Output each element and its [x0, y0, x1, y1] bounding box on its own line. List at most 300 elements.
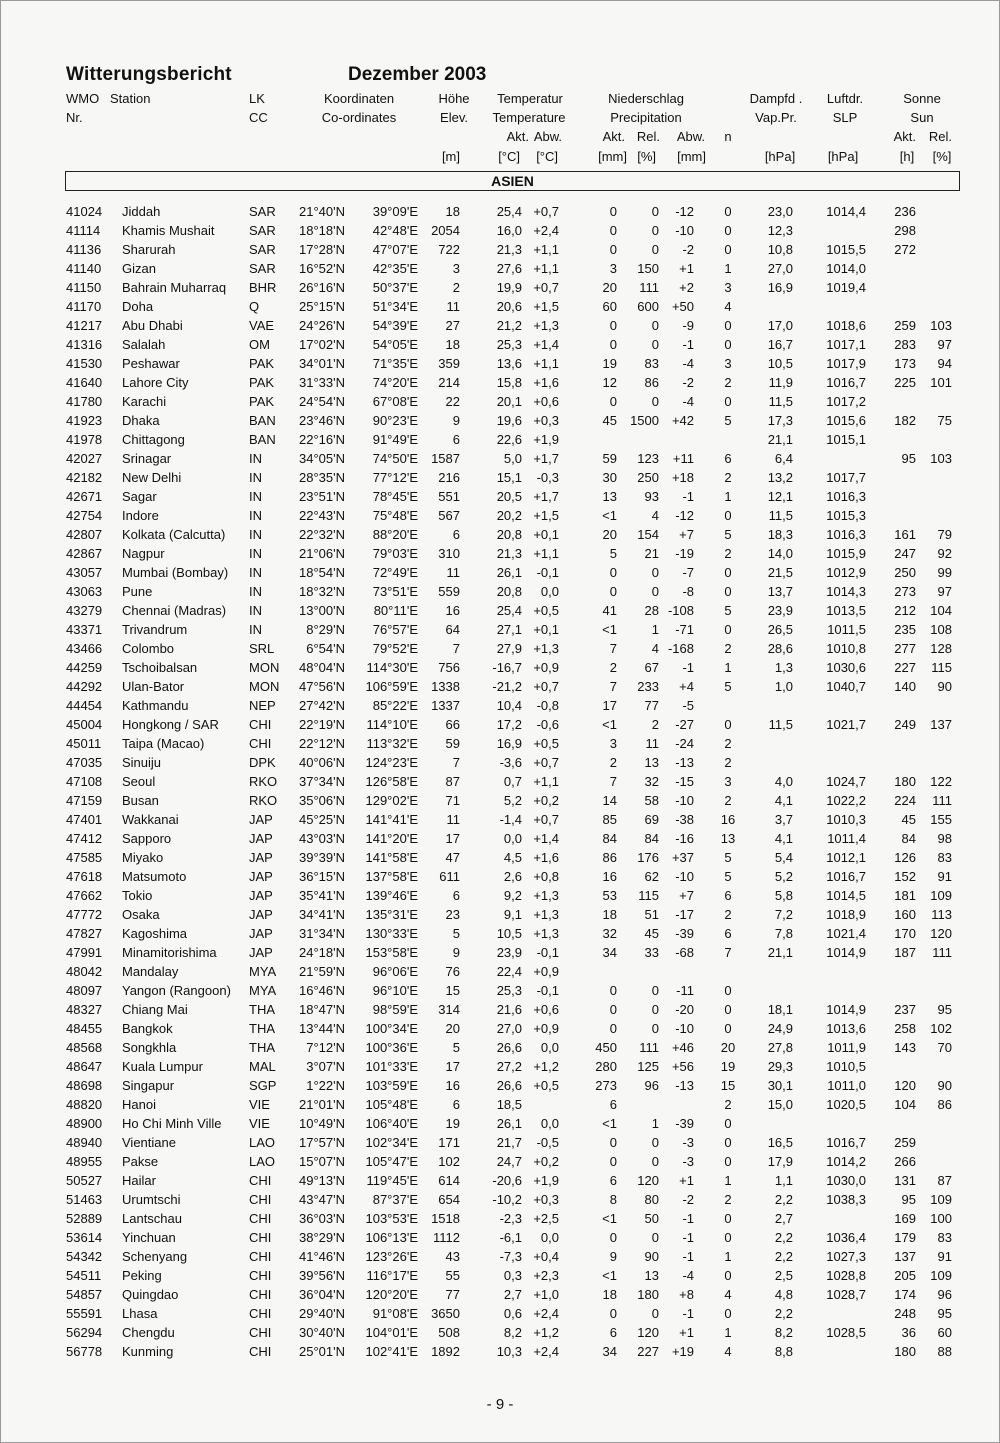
- precip-rel: 0: [651, 1021, 659, 1036]
- sun-akt: 266: [894, 1154, 916, 1169]
- vapour-pressure: 30,1: [767, 1078, 793, 1093]
- temp-abw: +0,1: [533, 527, 559, 542]
- temp-akt: 21,2: [496, 318, 522, 333]
- precip-akt: 0: [609, 565, 617, 580]
- precip-abw: -39: [675, 926, 694, 941]
- wmo-nr: 50527: [66, 1173, 103, 1188]
- precip-akt: 280: [595, 1059, 617, 1074]
- vapour-pressure: 26,5: [767, 622, 793, 637]
- precip-abw: -1: [682, 1249, 694, 1264]
- elevation: 66: [445, 717, 460, 732]
- longitude: 104°01'E: [365, 1325, 418, 1340]
- sun-akt: 250: [894, 565, 916, 580]
- precip-abw: -12: [675, 204, 694, 219]
- sea-level-pressure: 1014,9: [826, 945, 866, 960]
- station-name: Indore: [122, 508, 159, 523]
- longitude: 74°50'E: [372, 451, 418, 466]
- elevation: 20: [445, 1021, 460, 1036]
- precip-days: 3: [724, 356, 732, 371]
- elevation: 47: [445, 850, 460, 865]
- sun-akt: 180: [894, 1344, 916, 1359]
- latitude: 22°19'N: [299, 717, 345, 732]
- temp-abw: +0,7: [533, 204, 559, 219]
- latitude: 47°56'N: [299, 679, 345, 694]
- precip-rel: 0: [651, 584, 659, 599]
- precip-akt: 20: [602, 527, 617, 542]
- precip-akt: 0: [609, 584, 617, 599]
- latitude: 41°46'N: [299, 1249, 345, 1264]
- wmo-nr: 47401: [66, 812, 103, 827]
- precip-abw: -4: [682, 394, 694, 409]
- header-dampfd: Dampfd .: [749, 91, 803, 106]
- header-temp-abw: Abw.: [533, 129, 562, 144]
- page-number: - 9 -: [486, 1396, 514, 1413]
- vapour-pressure: 27,0: [767, 261, 793, 276]
- temp-abw: +1,3: [533, 926, 559, 941]
- precip-akt: 86: [602, 850, 617, 865]
- header-temperatur: Temperatur: [497, 91, 563, 106]
- precip-abw: -10: [675, 1021, 694, 1036]
- precip-abw: -13: [675, 755, 694, 770]
- station-name: Mumbai (Bombay): [122, 565, 229, 580]
- longitude: 50°37'E: [372, 280, 418, 295]
- temp-abw: -0,1: [536, 945, 559, 960]
- sea-level-pressure: 1015,1: [826, 432, 866, 447]
- country-code: IN: [249, 603, 262, 618]
- precip-abw: -7: [682, 565, 694, 580]
- sun-rel: 97: [937, 584, 952, 599]
- longitude: 88°20'E: [372, 527, 418, 542]
- table-row: [0, 278, 1000, 297]
- report-title: Witterungsbericht: [66, 64, 232, 85]
- precip-rel: 600: [637, 299, 659, 314]
- elevation: 6: [452, 1097, 460, 1112]
- vapour-pressure: 21,1: [767, 945, 793, 960]
- precip-akt: 0: [609, 1154, 617, 1169]
- latitude: 39°56'N: [299, 1268, 345, 1283]
- country-code: IN: [249, 451, 262, 466]
- sun-rel: 100: [930, 1211, 952, 1226]
- latitude: 25°15'N: [299, 299, 345, 314]
- precip-akt: <1: [602, 622, 617, 637]
- wmo-nr: 48698: [66, 1078, 103, 1093]
- header-coordinates: Co-ordinates: [321, 110, 397, 125]
- temp-akt: 21,7: [496, 1135, 522, 1150]
- precip-rel: 180: [637, 1287, 659, 1302]
- precip-akt: <1: [602, 717, 617, 732]
- precip-days: 0: [724, 394, 732, 409]
- temp-abw: -0,1: [536, 983, 559, 998]
- temp-akt: 24,7: [496, 1154, 522, 1169]
- sun-akt: 152: [894, 869, 916, 884]
- sun-rel: 97: [937, 337, 952, 352]
- precip-days: 2: [724, 470, 732, 485]
- temp-abw: +2,3: [533, 1268, 559, 1283]
- sun-akt: 126: [894, 850, 916, 865]
- temp-akt: 0,3: [503, 1268, 522, 1283]
- precip-rel: 80: [644, 1192, 659, 1207]
- longitude: 114°30'E: [366, 660, 418, 675]
- wmo-nr: 45004: [66, 717, 103, 732]
- sun-akt: 277: [894, 641, 916, 656]
- precip-rel: 2: [651, 717, 659, 732]
- wmo-nr: 41780: [66, 394, 103, 409]
- header-nr: Nr.: [66, 110, 83, 125]
- precip-abw: +4: [679, 679, 694, 694]
- temp-abw: +0,5: [533, 1078, 559, 1093]
- temp-akt: 22,4: [496, 964, 522, 979]
- wmo-nr: 48955: [66, 1154, 103, 1169]
- precip-days: 6: [724, 926, 732, 941]
- precip-abw: -4: [682, 356, 694, 371]
- sun-rel: 155: [930, 812, 952, 827]
- precip-days: 0: [724, 1002, 732, 1017]
- sea-level-pressure: 1013,6: [826, 1021, 866, 1036]
- country-code: IN: [249, 527, 262, 542]
- table-row: [0, 506, 1000, 525]
- longitude: 106°40'E: [365, 1116, 418, 1131]
- sea-level-pressure: 1017,1: [826, 337, 866, 352]
- elevation: 6: [452, 888, 460, 903]
- temp-abw: +0,7: [533, 679, 559, 694]
- sun-akt: 181: [894, 888, 916, 903]
- precip-abw: -1: [682, 337, 694, 352]
- station-name: Srinagar: [122, 451, 172, 466]
- sun-rel: 109: [930, 1268, 952, 1283]
- station-name: Nagpur: [122, 546, 165, 561]
- elevation: 9: [452, 413, 460, 428]
- country-code: CHI: [249, 1325, 272, 1340]
- table-row: [0, 981, 1000, 1000]
- vapour-pressure: 21,5: [767, 565, 793, 580]
- precip-days: 15: [720, 1078, 736, 1093]
- vapour-pressure: 18,3: [767, 527, 793, 542]
- latitude: 29°40'N: [299, 1306, 345, 1321]
- elevation: 1112: [433, 1230, 460, 1245]
- precip-days: 5: [724, 850, 732, 865]
- vapour-pressure: 23,0: [767, 204, 793, 219]
- sea-level-pressure: 1017,7: [826, 470, 866, 485]
- station-name: Pune: [122, 584, 153, 599]
- elevation: 614: [438, 1173, 460, 1188]
- precip-akt: 0: [609, 1021, 617, 1036]
- header-precip-akt: Akt.: [602, 129, 625, 144]
- precip-rel: 0: [651, 1230, 659, 1245]
- elevation: 722: [438, 242, 460, 257]
- station-name: Kolkata (Calcutta): [122, 527, 226, 542]
- sea-level-pressure: 1019,4: [826, 280, 866, 295]
- longitude: 73°51'E: [372, 584, 418, 599]
- precip-days: 2: [724, 755, 732, 770]
- elevation: 1587: [431, 451, 460, 466]
- sun-rel: 94: [937, 356, 952, 371]
- country-code: BAN: [249, 432, 276, 447]
- precip-rel: 96: [644, 1078, 659, 1093]
- wmo-nr: 44259: [66, 660, 103, 675]
- vapour-pressure: 17,3: [767, 413, 793, 428]
- sea-level-pressure: 1015,6: [826, 413, 866, 428]
- precip-abw: -24: [675, 736, 694, 751]
- table-row: [0, 411, 1000, 430]
- country-code: JAP: [249, 926, 273, 941]
- elevation: 551: [438, 489, 460, 504]
- sun-akt: 225: [894, 375, 916, 390]
- table-row: [0, 202, 1000, 221]
- precip-rel: 0: [651, 242, 659, 257]
- sun-akt: 169: [894, 1211, 916, 1226]
- latitude: 3°07'N: [306, 1059, 345, 1074]
- sea-level-pressure: 1028,8: [826, 1268, 866, 1283]
- precip-days: 2: [724, 907, 732, 922]
- precip-rel: 0: [651, 1154, 659, 1169]
- country-code: MON: [249, 660, 280, 675]
- sun-akt: 247: [894, 546, 916, 561]
- table-row: [0, 601, 1000, 620]
- wmo-nr: 47827: [66, 926, 103, 941]
- temp-akt: 5,2: [503, 793, 522, 808]
- precip-abw: +19: [671, 1344, 694, 1359]
- temp-akt: -20,6: [492, 1173, 522, 1188]
- sun-rel: 120: [930, 926, 952, 941]
- precip-akt: <1: [602, 1211, 617, 1226]
- station-name: New Delhi: [122, 470, 182, 485]
- elevation: 1518: [431, 1211, 460, 1226]
- sun-rel: 103: [930, 318, 952, 333]
- longitude: 119°45'E: [366, 1173, 418, 1188]
- table-row: [0, 943, 1000, 962]
- wmo-nr: 56294: [66, 1325, 103, 1340]
- latitude: 21°40'N: [299, 204, 345, 219]
- sun-akt: 259: [894, 1135, 916, 1150]
- vapour-pressure: 11,9: [768, 375, 793, 390]
- station-table: [0, 202, 1000, 1361]
- station-name: Minamitorishima: [122, 945, 217, 960]
- sun-rel: 88: [937, 1344, 952, 1359]
- longitude: 113°32'E: [366, 736, 418, 751]
- sun-rel: 111: [932, 945, 952, 960]
- sea-level-pressure: 1014,4: [826, 204, 866, 219]
- latitude: 24°26'N: [299, 318, 345, 333]
- sun-akt: 298: [894, 223, 916, 238]
- sea-level-pressure: 1024,7: [826, 774, 866, 789]
- longitude: 102°41'E: [365, 1344, 418, 1359]
- longitude: 42°35'E: [372, 261, 418, 276]
- sun-rel: 104: [930, 603, 952, 618]
- precip-akt: 0: [609, 1306, 617, 1321]
- vapour-pressure: 21,1: [767, 432, 793, 447]
- country-code: CHI: [249, 1249, 272, 1264]
- vapour-pressure: 15,0: [767, 1097, 793, 1112]
- wmo-nr: 41530: [66, 356, 103, 371]
- country-code: IN: [249, 489, 262, 504]
- vapour-pressure: 11,5: [768, 394, 793, 409]
- precip-days: 2: [724, 736, 732, 751]
- country-code: JAP: [249, 831, 273, 846]
- station-name: Osaka: [122, 907, 160, 922]
- header-sonne: Sonne: [903, 91, 941, 106]
- header-temp-akt: Akt.: [506, 129, 529, 144]
- wmo-nr: 47662: [66, 888, 103, 903]
- latitude: 10°49'N: [299, 1116, 345, 1131]
- vapour-pressure: 2,2: [774, 1192, 793, 1207]
- table-row: [0, 240, 1000, 259]
- sea-level-pressure: 1038,3: [826, 1192, 866, 1207]
- precip-akt: 0: [609, 242, 617, 257]
- latitude: 35°41'N: [299, 888, 345, 903]
- precip-days: 0: [724, 983, 732, 998]
- precip-abw: -1: [682, 1211, 694, 1226]
- longitude: 51°34'E: [372, 299, 418, 314]
- precip-abw: +42: [671, 413, 694, 428]
- station-name: Quingdao: [122, 1287, 179, 1302]
- header-slp: SLP: [832, 110, 858, 125]
- precip-abw: -8: [682, 584, 694, 599]
- station-name: Hailar: [122, 1173, 156, 1188]
- sun-akt: 180: [894, 774, 916, 789]
- elevation: 611: [439, 869, 460, 884]
- longitude: 87°37'E: [372, 1192, 418, 1207]
- temp-abw: 0,0: [540, 1230, 559, 1245]
- sun-rel: 70: [937, 1040, 952, 1055]
- temp-akt: 17,2: [496, 717, 522, 732]
- elevation: 310: [438, 546, 460, 561]
- precip-abw: -12: [675, 508, 694, 523]
- precip-days: 3: [724, 280, 732, 295]
- sun-akt: 182: [894, 413, 916, 428]
- table-row: [0, 867, 1000, 886]
- table-row: [0, 259, 1000, 278]
- station-name: Bangkok: [122, 1021, 173, 1036]
- unit-precip-rel: [%]: [637, 149, 656, 164]
- sun-rel: 86: [937, 1097, 952, 1112]
- vapour-pressure: 16,7: [767, 337, 793, 352]
- vapour-pressure: 4,1: [774, 831, 793, 846]
- temp-akt: -1,4: [499, 812, 522, 827]
- precip-abw: -38: [675, 812, 694, 827]
- station-name: Sapporo: [122, 831, 172, 846]
- temp-akt: 9,2: [503, 888, 522, 903]
- precip-akt: 19: [602, 356, 617, 371]
- vapour-pressure: 5,4: [774, 850, 793, 865]
- precip-days: 5: [724, 527, 732, 542]
- precip-days: 20: [720, 1040, 736, 1055]
- precip-rel: 93: [644, 489, 659, 504]
- sea-level-pressure: 1016,7: [826, 869, 866, 884]
- vapour-pressure: 8,8: [774, 1344, 793, 1359]
- wmo-nr: 47035: [66, 755, 103, 770]
- sun-akt: 173: [894, 356, 916, 371]
- latitude: 36°15'N: [299, 869, 345, 884]
- precip-abw: -1: [682, 1306, 694, 1321]
- precip-abw: -15: [675, 774, 694, 789]
- header-koordinaten: Koordinaten: [323, 91, 395, 106]
- sea-level-pressure: 1015,9: [826, 546, 866, 561]
- sun-akt: 283: [894, 337, 916, 352]
- latitude: 1°22'N: [306, 1078, 345, 1093]
- sun-rel: 83: [937, 1230, 952, 1245]
- precip-akt: 30: [602, 470, 617, 485]
- precip-abw: -10: [675, 869, 694, 884]
- unit-sun-rel: [%]: [932, 149, 952, 164]
- sea-level-pressure: 1015,3: [826, 508, 866, 523]
- precip-akt: 3: [609, 736, 617, 751]
- latitude: 27°42'N: [299, 698, 345, 713]
- sea-level-pressure: 1014,0: [826, 261, 866, 276]
- temp-abw: 0,0: [540, 584, 559, 599]
- longitude: 96°06'E: [372, 964, 418, 979]
- longitude: 74°20'E: [372, 375, 418, 390]
- sun-rel: 122: [930, 774, 952, 789]
- elevation: 314: [438, 1002, 460, 1017]
- country-code: PAK: [249, 375, 275, 390]
- temp-akt: 26,1: [496, 1116, 522, 1131]
- table-row: [0, 1171, 1000, 1190]
- precip-rel: 0: [651, 318, 659, 333]
- vapour-pressure: 10,8: [767, 242, 793, 257]
- vapour-pressure: 1,1: [774, 1173, 793, 1188]
- longitude: 103°53'E: [365, 1211, 418, 1226]
- precip-rel: 1: [651, 622, 659, 637]
- elevation: 18: [445, 337, 460, 352]
- precip-rel: 0: [651, 983, 659, 998]
- table-row: [0, 316, 1000, 335]
- precip-akt: 7: [609, 641, 617, 656]
- header-wmo: WMO: [66, 91, 100, 106]
- temp-akt: 0,0: [503, 831, 522, 846]
- country-code: JAP: [249, 812, 273, 827]
- temp-akt: 4,5: [503, 850, 522, 865]
- precip-abw: -19: [675, 546, 694, 561]
- station-name: Doha: [122, 299, 154, 314]
- temp-akt: 5,0: [503, 451, 522, 466]
- vapour-pressure: 24,9: [767, 1021, 793, 1036]
- sun-rel: 90: [937, 679, 952, 694]
- precip-akt: 7: [609, 774, 617, 789]
- table-row: [0, 753, 1000, 772]
- precip-akt: 0: [609, 983, 617, 998]
- wmo-nr: 52889: [66, 1211, 103, 1226]
- header-lk: LK: [249, 91, 265, 106]
- sun-akt: 235: [894, 622, 916, 637]
- temp-abw: -0,8: [536, 698, 559, 713]
- wmo-nr: 48568: [66, 1040, 103, 1055]
- station-name: Sinuiju: [122, 755, 162, 770]
- elevation: 2054: [431, 223, 460, 238]
- longitude: 120°20'E: [365, 1287, 418, 1302]
- header-station: Station: [110, 91, 151, 106]
- wmo-nr: 42182: [66, 470, 103, 485]
- precip-akt: 41: [602, 603, 617, 618]
- vapour-pressure: 11,5: [768, 717, 793, 732]
- precip-akt: 45: [602, 413, 617, 428]
- precip-days: 0: [724, 242, 732, 257]
- temp-akt: 16,9: [496, 736, 522, 751]
- precip-rel: 13: [644, 1268, 659, 1283]
- vapour-pressure: 2,2: [774, 1306, 793, 1321]
- elevation: 19: [445, 1116, 460, 1131]
- sun-rel: 98: [937, 831, 952, 846]
- longitude: 77°12'E: [372, 470, 418, 485]
- latitude: 22°16'N: [299, 432, 345, 447]
- country-code: MAL: [249, 1059, 276, 1074]
- precip-days: 7: [724, 945, 732, 960]
- sun-rel: 90: [937, 1078, 952, 1093]
- latitude: 17°28'N: [299, 242, 345, 257]
- sea-level-pressure: 1011,5: [827, 622, 866, 637]
- station-name: Chiang Mai: [122, 1002, 188, 1017]
- longitude: 124°23'E: [365, 755, 418, 770]
- table-row: [0, 563, 1000, 582]
